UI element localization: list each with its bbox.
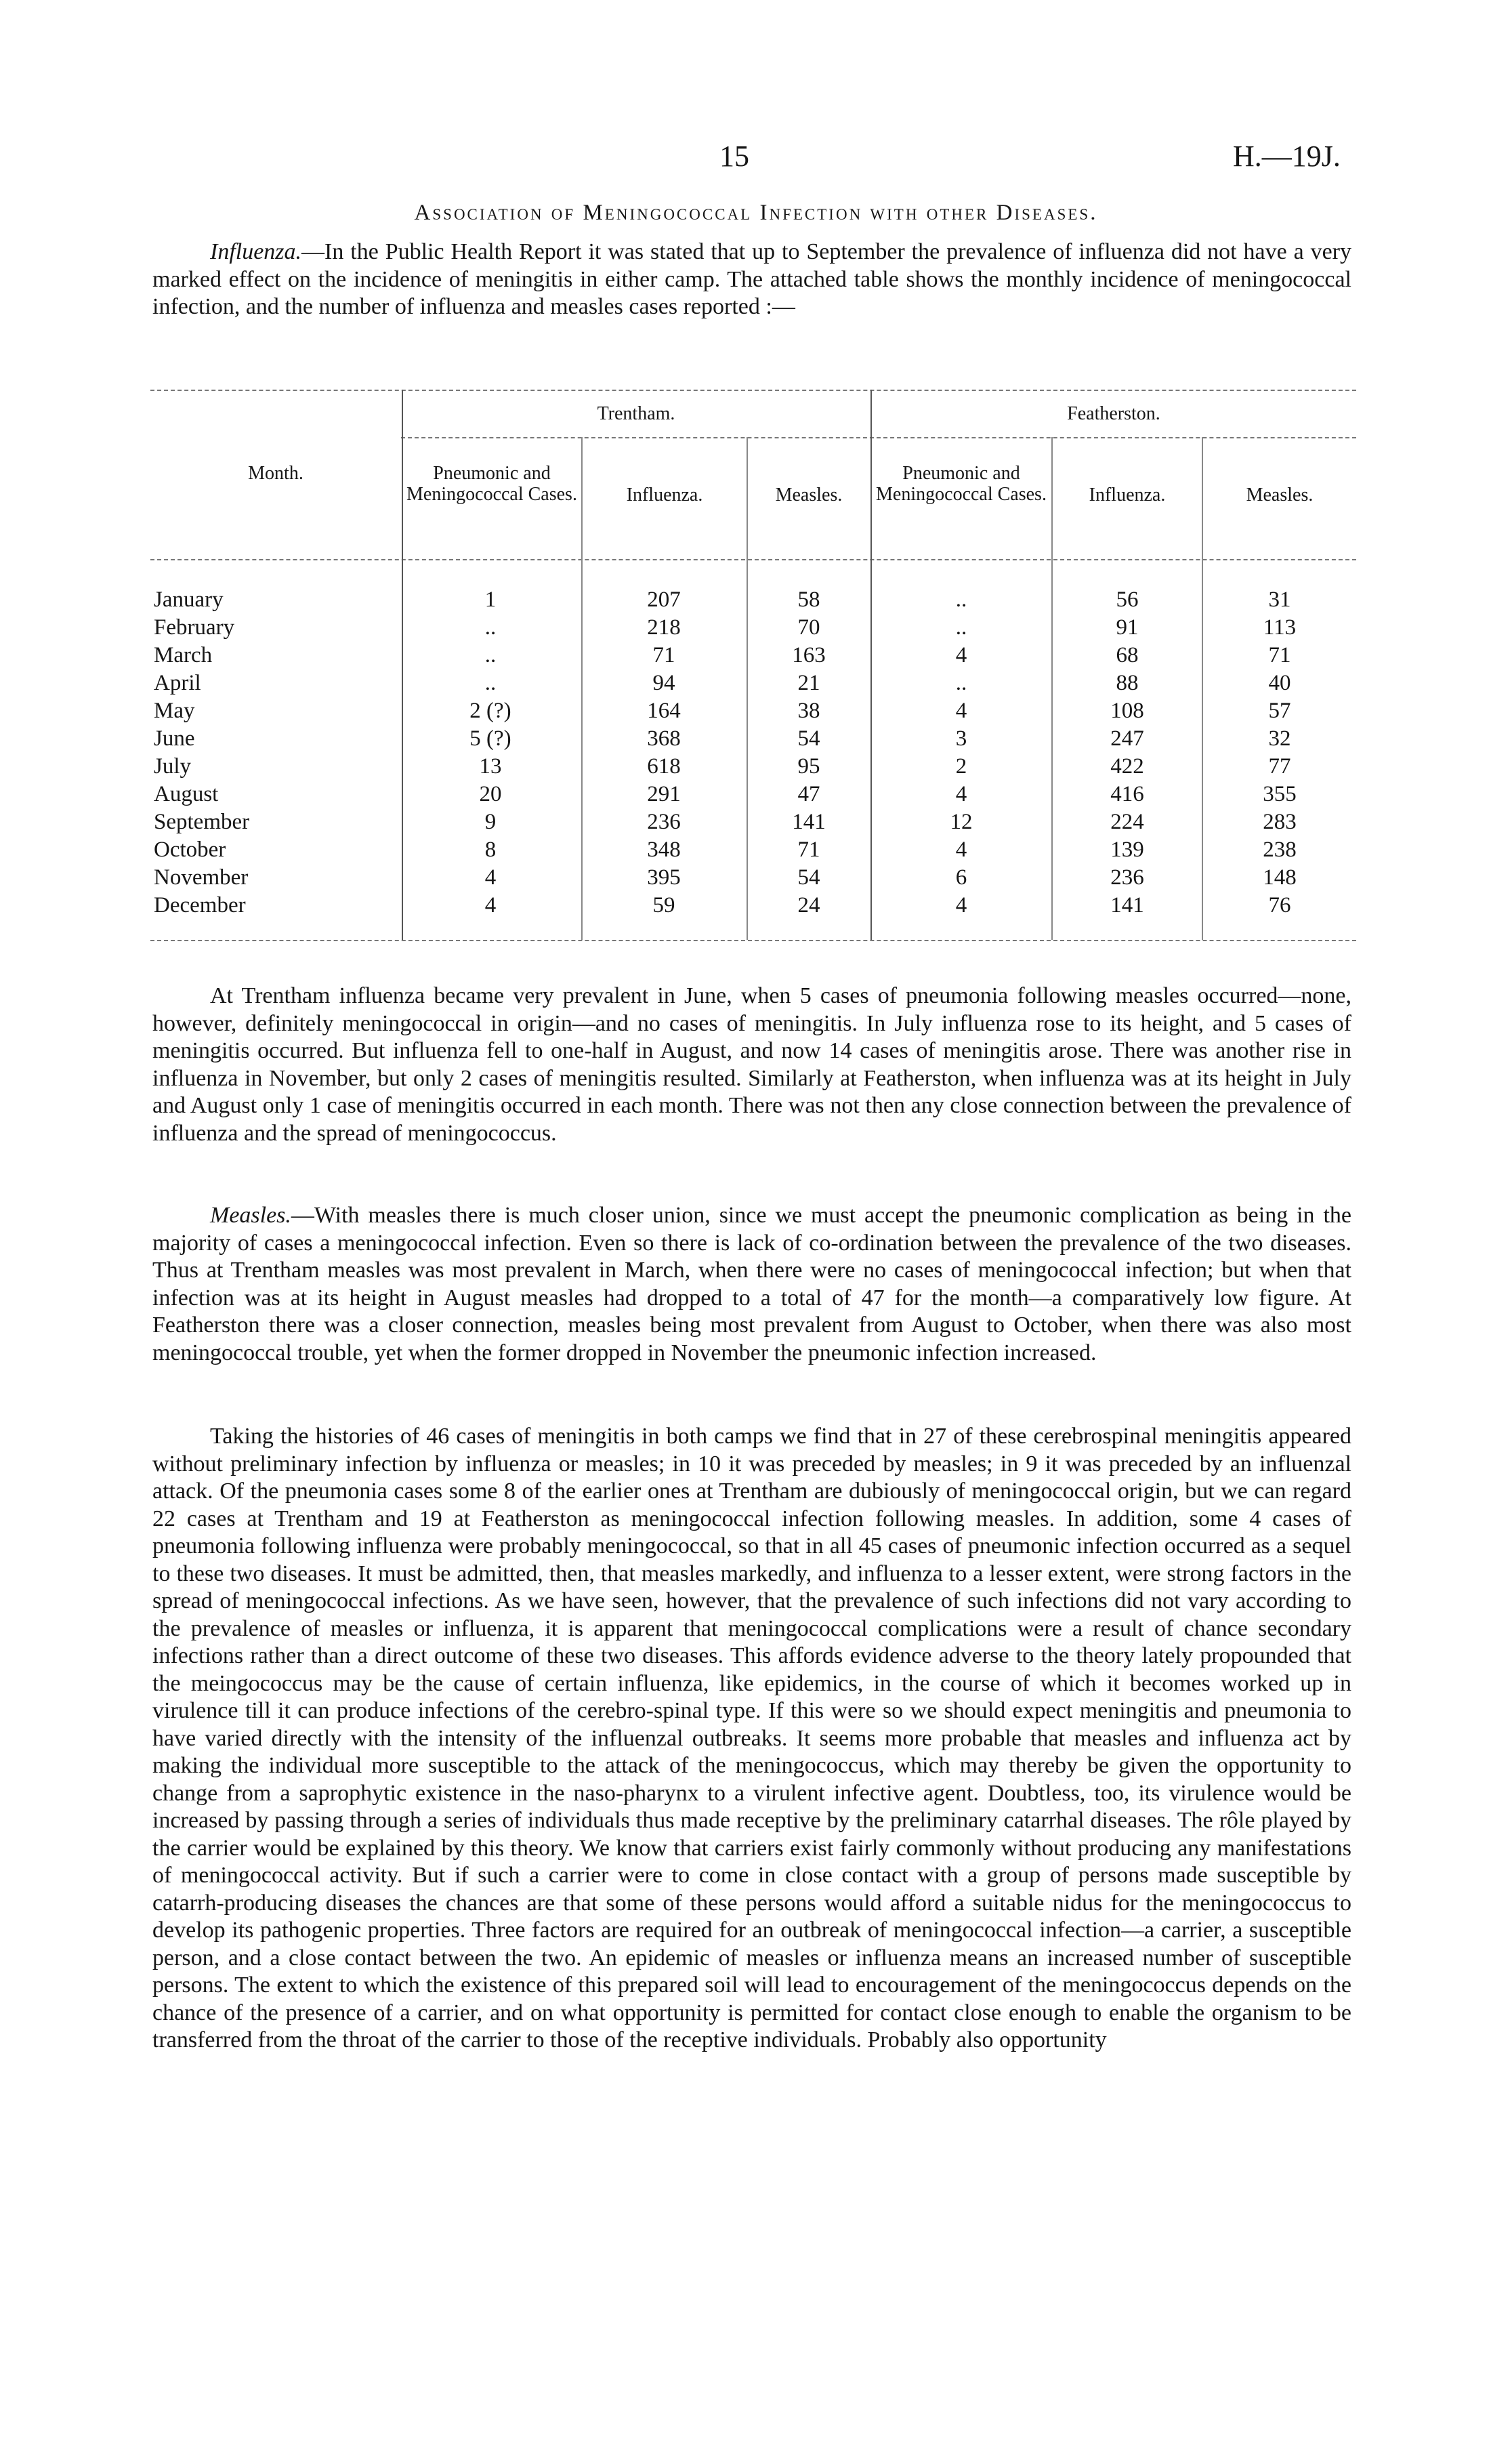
featherston-influenza-cell: 91 [1116, 615, 1139, 640]
featherston-pneumonic-cell: 4 [955, 838, 967, 862]
trentham-influenza-cell: 236 [647, 810, 681, 834]
trentham-pneumonic-cell: .. [484, 671, 497, 695]
trentham-influenza-cell: 94 [652, 671, 675, 695]
featherston-pneumonic-cell: 6 [955, 865, 967, 890]
trentham-influenza-cell: 71 [652, 643, 675, 667]
month-cell: May [154, 699, 195, 723]
featherston-influenza-header: Influenza. [1089, 484, 1166, 505]
table-row [150, 781, 1356, 808]
featherston-influenza-cell: 416 [1110, 782, 1144, 806]
trentham-measles-cell: 70 [797, 615, 820, 640]
month-cell: August [154, 782, 219, 806]
incidence-table [150, 390, 1356, 979]
featherston-measles-cell: 113 [1263, 615, 1297, 640]
featherston-pneumonic-header: Pneumonic and Meningococcal Cases. [876, 463, 1047, 505]
measles-text: —With measles there is much closer union, since we must accept the pneumonic complication as being in the majority of cases a meningococcal infection. Even so there is lack of co-ordination between the prevalence of the two diseases. Thus at Trentham measles was most prevalent in March, when there were no cases of meningococcal infection; but when that infection was at its height in August measles had dropped to a total of 47 for the month—a comparatively low figure. At Featherston there was a closer connection, measles being most prevalent from August to October, when there was also most meningococcal trouble, yet when the former dropped in November the pneumonic infection increased. [152, 1203, 1351, 1365]
trentham-group-header: Trentham. [597, 403, 675, 424]
featherston-pneumonic-cell: 4 [955, 782, 967, 806]
featherston-measles-cell: 283 [1263, 810, 1297, 834]
table-row [150, 697, 1356, 725]
paragraph-trentham-influenza: At Trentham influenza became very prevalent in June, when 5 cases of pneumonia following measles occurred—none, however, definitely meningococcal in origin—and no cases of meningitis. In July influenza rose to its height, and 5 cases of meningitis occurred. But influenza fell to one-half in August, and now 14 cases of meningitis arose. There was another rise in influenza in November, but only 2 cases of meningitis resulted. Similarly at Featherston, when influenza was at its height in July and August only 1 case of meningitis occurred in each month. There was not then any close connection between the prevalence of influenza and the spread of meningococcus. [152, 983, 1351, 1146]
featherston-influenza-cell: 141 [1110, 893, 1144, 917]
featherston-measles-cell: 71 [1268, 643, 1291, 667]
measles-lead: Measles. [210, 1203, 291, 1228]
trentham-measles-cell: 54 [797, 865, 820, 890]
featherston-pneumonic-cell: 4 [955, 643, 967, 667]
month-cell: February [154, 615, 235, 640]
trentham-pneumonic-cell: 20 [479, 782, 502, 806]
featherston-measles-header: Measles. [1246, 484, 1314, 505]
trentham-pneumonic-cell: .. [484, 643, 497, 667]
featherston-measles-cell: 355 [1263, 782, 1297, 806]
trentham-pneumonic-cell: 13 [479, 754, 502, 779]
trentham-pneumonic-cell: 5 (?) [469, 726, 511, 751]
featherston-pneumonic-cell: .. [955, 671, 967, 695]
featherston-pneumonic-cell: 4 [955, 699, 967, 723]
featherston-pneumonic-cell: 12 [950, 810, 973, 834]
table-rule-group [401, 437, 1356, 438]
trentham-influenza-cell: 395 [647, 865, 681, 890]
featherston-pneumonic-cell: .. [955, 587, 967, 612]
featherston-measles-cell: 238 [1263, 838, 1297, 862]
table-row [150, 808, 1356, 836]
featherston-pneumonic-cell: 2 [955, 754, 967, 779]
month-cell: December [154, 893, 246, 917]
trentham-pneumonic-cell: 2 (?) [469, 699, 511, 723]
page-number: 15 [719, 140, 749, 173]
trentham-pneumonic-header: Pneumonic and Meningococcal Cases. [406, 463, 577, 505]
trentham-pneumonic-cell: 4 [484, 865, 497, 890]
featherston-influenza-cell: 247 [1110, 726, 1144, 751]
month-cell: November [154, 865, 249, 890]
table-rule-bottom [150, 940, 1356, 941]
featherston-influenza-cell: 108 [1110, 699, 1144, 723]
featherston-measles-cell: 32 [1268, 726, 1291, 751]
trentham-influenza-cell: 348 [647, 838, 681, 862]
month-header: Month. [248, 463, 303, 484]
month-cell: March [154, 643, 213, 667]
trentham-measles-cell: 38 [797, 699, 820, 723]
featherston-influenza-cell: 68 [1116, 643, 1139, 667]
table-row [150, 669, 1356, 697]
trentham-pneumonic-cell: 9 [484, 810, 497, 834]
table-row [150, 586, 1356, 614]
trentham-measles-cell: 58 [797, 587, 820, 612]
trentham-influenza-cell: 618 [647, 754, 681, 779]
trentham-measles-cell: 24 [797, 893, 820, 917]
table-row [150, 892, 1356, 920]
trentham-measles-cell: 141 [792, 810, 826, 834]
featherston-measles-cell: 148 [1263, 865, 1297, 890]
trentham-influenza-cell: 368 [647, 726, 681, 751]
trentham-pneumonic-cell: 1 [484, 587, 497, 612]
table-row [150, 642, 1356, 669]
month-cell: September [154, 810, 250, 834]
paragraph-measles [152, 1202, 1351, 1367]
featherston-influenza-cell: 139 [1110, 838, 1144, 862]
month-cell: January [154, 587, 224, 612]
trentham-measles-cell: 71 [797, 838, 820, 862]
trentham-measles-cell: 21 [797, 671, 820, 695]
paragraph-case-histories: Taking the histories of 46 cases of meningitis in both camps we find that in 27 of these cerebrospinal meningitis appeared without preliminary infection by influenza or measles; in 10 it was preceded by measles; in 9 it was preceded by an influenzal attack. Of the pneumonia cases some 8 of the earlier ones at Trentham are dubiously of meningococcal origin, but we can regard 22 cases at Trentham and 19 at Featherston as meningococcal infection following measles. In addition, some 4 cases of pneumonia following influenza were probably meningococcal, so that in all 45 cases of pneumonic infection occurred as a sequel to these two diseases. It must be admitted, then, that measles markedly, and influenza to a lesser extent, were strong factors in the spread of meningococcal infections. As we have seen, however, that the prevalence of such infections did not vary according to the prevalence of measles or influenza, it is apparent that meningococcal complications were a result of chance secondary infections rather than a direct outcome of these two diseases. This affords evidence adverse to the theory lately propounded that the meingococcus may be the cause of certain influenza, like epidemics, in the course of which it becomes worked up in virulence till it can produce infections of the cerebro-spinal type. If this were so we should expect meningitis and pneumonia to have varied directly with the intensity of the influenzal outbreaks. It seems more probable that measles and influenza act by making the individual more susceptible to the attack of the meningococcus, which may thereby be given the opportunity to change from a saprophytic existence in the naso-pharynx to a virulent infective agent. Doubtless, too, its virulence would be increased by passing through a series of individuals thus made receptive by the preliminary catarrhal diseases. The rôle played by the carrier would be explained by this theory. We know that carriers exist fairly commonly without producing any manifestations of meningococcal activity. But if such a carrier were to come in close contact with a group of persons made susceptible by catarrh-producing diseases the chances are that some of these persons would afford a suitable nidus for the meningococcus to develop its pathogenic properties. Three factors are required for an outbreak of meningococcal infection—a carrier, a susceptible person, and a close contact between the two. An epidemic of measles or influenza means an increased number of susceptible persons. The extent to which the existence of this prepared soil will lead to encouragement of the meningococcus depends on the chance of the presence of a carrier, and on what opportunity is permitted for contact close enough to enable the organism to be transferred from the throat of the carrier to those of the receptive individuals. Probably also opportunity [152, 1424, 1351, 2052]
table-row [150, 864, 1356, 892]
trentham-pneumonic-cell: 8 [484, 838, 497, 862]
featherston-pneumonic-cell: 4 [955, 893, 967, 917]
featherston-measles-cell: 57 [1268, 699, 1291, 723]
trentham-measles-cell: 163 [792, 643, 826, 667]
featherston-influenza-cell: 224 [1110, 810, 1144, 834]
table-rule-header [150, 559, 1356, 560]
intro-lead: Influenza. [210, 239, 302, 264]
month-cell: April [154, 671, 201, 695]
intro-paragraph [152, 239, 1351, 321]
featherston-measles-cell: 40 [1268, 671, 1291, 695]
featherston-influenza-cell: 56 [1116, 587, 1139, 612]
trentham-measles-cell: 54 [797, 726, 820, 751]
document-reference: H.—19J. [1233, 140, 1341, 173]
month-cell: October [154, 838, 226, 862]
featherston-group-header: Featherston. [1067, 403, 1160, 424]
featherston-measles-cell: 76 [1268, 893, 1291, 917]
featherston-influenza-cell: 236 [1110, 865, 1144, 890]
trentham-pneumonic-cell: .. [484, 615, 497, 640]
trentham-measles-cell: 47 [797, 782, 820, 806]
section-title: Association of Meningococcal Infection with other Diseases. [414, 201, 1098, 225]
table-row [150, 753, 1356, 781]
table-rule-top [150, 390, 1356, 391]
trentham-influenza-cell: 291 [647, 782, 681, 806]
intro-text: —In the Public Health Report it was stated that up to September the prevalence of influenza did not have a very marked effect on the incidence of meningitis in either camp. The attached table shows the monthly incidence of meningococcal infection, and the number of influenza and measles cases reported :— [152, 239, 1351, 319]
featherston-influenza-cell: 422 [1110, 754, 1144, 779]
trentham-measles-cell: 95 [797, 754, 820, 779]
trentham-influenza-cell: 164 [647, 699, 681, 723]
featherston-influenza-cell: 88 [1116, 671, 1139, 695]
featherston-measles-cell: 31 [1268, 587, 1291, 612]
featherston-measles-cell: 77 [1268, 754, 1291, 779]
table-row [150, 614, 1356, 642]
trentham-influenza-header: Influenza. [626, 484, 703, 505]
trentham-influenza-cell: 207 [647, 587, 681, 612]
month-cell: June [154, 726, 195, 751]
month-cell: July [154, 754, 192, 779]
trentham-influenza-cell: 59 [652, 893, 675, 917]
trentham-influenza-cell: 218 [647, 615, 681, 640]
trentham-pneumonic-cell: 4 [484, 893, 497, 917]
table-row [150, 725, 1356, 753]
trentham-measles-header: Measles. [775, 484, 843, 505]
table-row [150, 836, 1356, 864]
featherston-pneumonic-cell: .. [955, 615, 967, 640]
featherston-pneumonic-cell: 3 [955, 726, 967, 751]
